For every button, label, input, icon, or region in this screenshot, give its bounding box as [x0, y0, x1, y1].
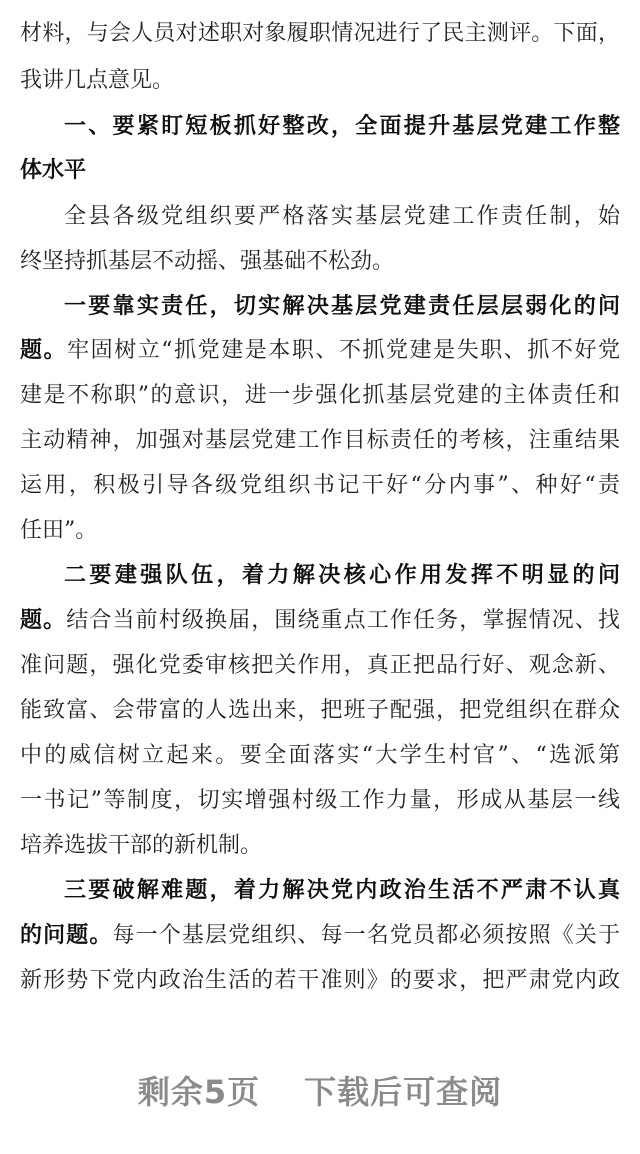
line-bold: 一要靠实责任，切实解决基层党建责任层层弱化的问 [64, 293, 620, 319]
text-line [20, 820, 620, 870]
text-line [20, 730, 620, 780]
text-line [20, 685, 620, 735]
download-to-view-label: 下载后可查阅 [304, 1073, 503, 1111]
text-line [64, 550, 620, 600]
text-line [20, 910, 620, 960]
line-text: 任田”。 [20, 518, 98, 543]
line-text: 建是不称职”的意识，进一步强化抓基层党建的主体责任和 [20, 383, 620, 408]
text-line [20, 955, 620, 1005]
text-line [20, 595, 620, 645]
text-line [20, 460, 620, 510]
text-line [20, 640, 620, 690]
text-line [20, 370, 620, 420]
line-text: 一书记”等制度，切实增强村级工作力量，形成从基层一线 [20, 788, 620, 813]
download-banner[interactable] [0, 1062, 640, 1122]
line-text: 运用，积极引导各级党组织书记干好“分内事”、种好“责 [20, 473, 620, 498]
line-bold: 题。 [20, 337, 68, 363]
line-text: 中的威信树立起来。要全面落实“大学生村官”、“选派第 [20, 743, 620, 768]
text-line [64, 281, 620, 331]
section-heading [64, 102, 620, 152]
line-bold: 二要建强队伍，着力解决核心作用发挥不明显的问 [64, 562, 620, 588]
text-line [20, 236, 620, 286]
line-text: 培养选拔干部的新机制。 [20, 833, 263, 858]
line-text: 我讲几点意见。 [20, 68, 175, 93]
line-text: 终坚持抓基层不动摇、强基础不松劲。 [20, 249, 395, 274]
text-line [20, 505, 620, 555]
line-text: 材料，与会人员对述职对象履职情况进行了民主测评。下面， [20, 21, 620, 46]
line-bold: 的问题。 [20, 922, 113, 948]
text-line [64, 865, 620, 915]
text-line [20, 55, 620, 105]
line-text: 全县各级党组织要严格落实基层党建工作责任制，始 [64, 204, 620, 229]
text-line [20, 325, 620, 375]
line-bold: 题。 [20, 607, 67, 633]
text-line [64, 191, 620, 241]
line-text: 准问题，强化党委审核把关作用，真正把品行好、观念新、 [20, 653, 620, 678]
remaining-pages-label: 剩余5页 [137, 1073, 261, 1111]
section-heading [20, 146, 620, 196]
text-line [20, 775, 620, 825]
line-bold: 三要破解难题，着力解决党内政治生活不严肃不认真 [64, 877, 620, 903]
line-text: 每一个基层党组织、每一名党员都必须按照《关于 [112, 923, 620, 948]
text-line [20, 415, 620, 465]
line-text: 体水平 [20, 158, 87, 183]
line-text: 一、要紧盯短板抓好整改，全面提升基层党建工作整 [64, 114, 620, 139]
line-text: 主动精神，加强对基层党建工作目标责任的考核，注重结果 [20, 428, 620, 453]
line-text: 结合当前村级换届，围绕重点工作任务，掌握情况、找 [66, 608, 620, 633]
line-text: 能致富、会带富的人选出来，把班子配强，把党组织在群众 [20, 698, 620, 723]
line-text: 牢固树立“抓党建是本职、不抓党建是失职、抓不好党 [67, 338, 620, 363]
line-text: 新形势下党内政治生活的若干准则》的要求，把严肃党内政 [20, 968, 620, 993]
text-line [20, 8, 620, 58]
